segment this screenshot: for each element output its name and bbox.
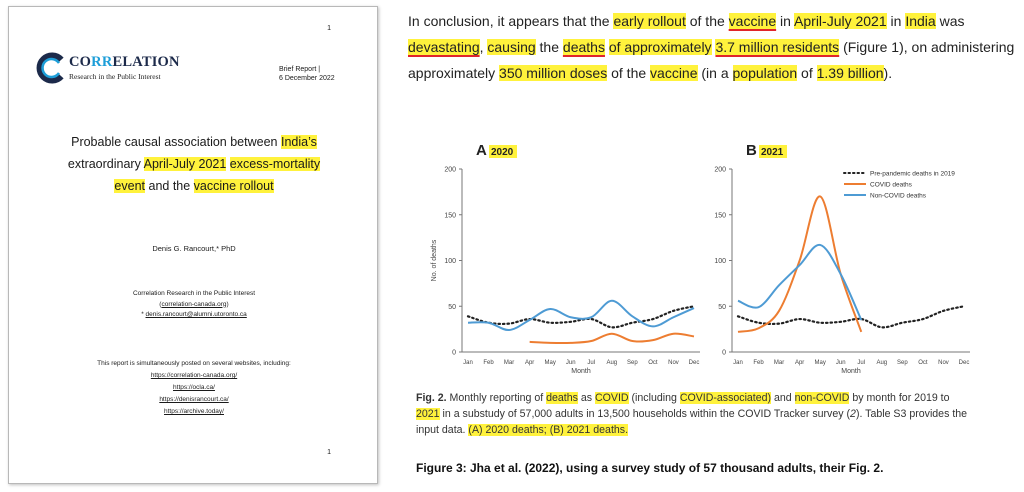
x-tick-label: Apr [794, 360, 805, 366]
x-tick-label: Mar [773, 360, 785, 366]
x-tick-label: Aug [876, 360, 888, 366]
x-tick-label: Jun [565, 360, 576, 366]
y-tick-label: 0 [722, 349, 726, 357]
panel-letter: B [746, 142, 757, 159]
x-tick-label: Dec [958, 360, 970, 366]
panel-b-chart [714, 142, 970, 375]
panel-letter: A [476, 142, 487, 159]
x-tick-label: Feb [753, 360, 764, 366]
conclusion-paragraph: In conclusion, it appears that the early rollout of the vaccine in April-July 2021 in India was devastating, causing the deaths of approximately 3.7 million residents (Figure 1), on administering approximately 350 million doses of the vaccine (in a population of 1.39 billion). [408, 13, 1015, 81]
series-line-covid [530, 334, 694, 343]
page-number-bottom: 1 [327, 449, 331, 456]
author-email-link[interactable]: denis.rancourt@alumni.utoronto.ca [145, 311, 247, 318]
logo-c-icon [35, 52, 67, 84]
affiliation-block [9, 289, 379, 321]
y-axis-label: No. of deaths [431, 239, 438, 282]
x-tick-label: Jul [857, 360, 866, 366]
affiliation-name: Correlation Research in the Public Interest [132, 290, 256, 297]
y-tick-label: 200 [714, 166, 726, 174]
x-tick-label: Sep [897, 360, 908, 366]
site-link[interactable]: https://ocla.ca/ [173, 384, 215, 391]
x-tick-label: May [544, 360, 556, 366]
legend-entry: COVID deaths [870, 181, 912, 189]
x-axis-label: Month [841, 368, 861, 375]
report-type: Brief Report | [279, 66, 321, 73]
x-tick-label: Apr [524, 360, 535, 366]
x-tick-label: Nov [938, 360, 949, 366]
x-tick-label: Jun [835, 360, 846, 366]
y-tick-label: 200 [444, 166, 456, 174]
x-axis-label: Month [571, 368, 591, 375]
report-date: 6 December 2022 [279, 75, 335, 82]
report-title: Probable causal association between India’s extraordinary April-July 2021 excess-mortality event and the vaccine rollout [67, 135, 321, 193]
figure-3-caption: Figure 3: Jha et al. (2022), using a survey study of 57 thousand adults, their Fig. 2. [416, 461, 884, 475]
affiliation-link-line: (correlation-canada.org) [159, 300, 229, 308]
report-cover-page [8, 6, 378, 484]
mirror-sites [9, 358, 379, 418]
correlation-logo [35, 52, 185, 86]
figure-2-caption: Fig. 2. Monthly reporting of deaths as COVID (including COVID-associated) and non-COVID by month for 2019 to 2021 in a substudy of 57,000 adults in 13,500 households within the COVID Tracker survey (2). Table S3 provides the input data. (A) 2020 deaths; (B) 2021 deaths. [416, 392, 968, 436]
x-tick-label: Dec [688, 360, 700, 366]
x-tick-label: Mar [503, 360, 515, 366]
panel-year-title: 2021 [761, 147, 784, 158]
email-line: * denis.rancourt@alumni.utoronto.ca [141, 311, 247, 318]
legend-entry: Non-COVID deaths [870, 192, 926, 200]
author-name: Denis G. Rancourt,* PhD [152, 244, 236, 253]
logo-wordmark: CORRELATION [69, 54, 180, 70]
site-link[interactable]: https://denisrancourt.ca/ [159, 396, 229, 403]
legend-entry: Pre-pandemic deaths in 2019 [870, 170, 955, 178]
x-tick-label: Jan [463, 360, 473, 366]
y-tick-label: 100 [714, 258, 726, 265]
page-number: 1 [327, 25, 331, 32]
y-tick-label: 150 [714, 212, 726, 220]
y-tick-label: 150 [444, 212, 456, 220]
panel-a-chart [431, 142, 700, 375]
site-link[interactable]: https://archive.today/ [164, 408, 224, 415]
sites-intro: This report is simultaneously posted on several websites, including: [97, 360, 291, 367]
x-tick-label: Oct [648, 360, 658, 366]
x-tick-label: May [814, 360, 826, 366]
site-link[interactable]: https://correlation-canada.org/ [150, 372, 238, 379]
x-tick-label: Jul [587, 360, 596, 366]
x-tick-label: Sep [627, 360, 638, 366]
x-tick-label: Nov [668, 360, 679, 366]
y-tick-label: 50 [448, 303, 456, 311]
series-line-pre [738, 306, 964, 327]
y-tick-label: 50 [718, 303, 726, 311]
y-tick-label: 0 [452, 349, 456, 357]
logo-tagline: Research in the Public Interest [69, 72, 161, 81]
affiliation-link[interactable]: correlation-canada.org [161, 300, 227, 308]
x-tick-label: Jan [733, 360, 743, 366]
figure-2-charts [412, 132, 972, 382]
report-meta [279, 65, 335, 83]
x-tick-label: Oct [918, 360, 928, 366]
x-tick-label: Feb [483, 360, 494, 366]
y-tick-label: 100 [444, 258, 456, 265]
panel-year-title: 2020 [491, 147, 514, 158]
x-tick-label: Aug [606, 360, 618, 366]
